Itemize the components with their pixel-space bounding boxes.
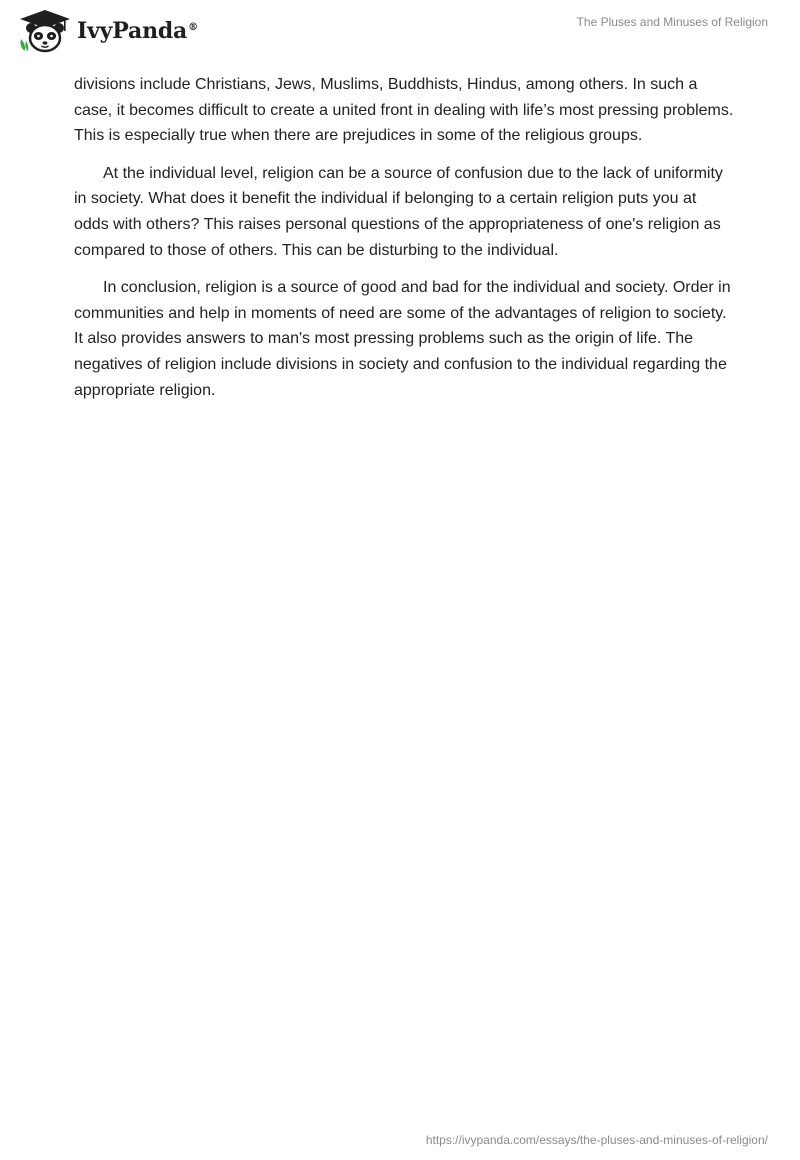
ivypanda-logo[interactable] <box>16 8 198 54</box>
document-title: The Pluses and Minuses of Religion <box>576 15 768 29</box>
essay-body <box>74 72 734 415</box>
page-header <box>0 0 800 70</box>
brand-name: IvyPanda® <box>77 18 198 44</box>
source-url[interactable]: https://ivypanda.com/essays/the-pluses-and-minuses-of-religion/ <box>425 1133 768 1147</box>
paragraph: In conclusion, religion is a source of good and bad for the individual and society. Order in communities and help in moments of need are some of the advantages of religion to society. It also provides answers to man's most pressing problems such as the origin of life. The negatives of religion include divisions in society and confusion to the individual regarding the appropriate religion. <box>74 279 731 399</box>
panda-graduation-cap-logo-icon <box>16 8 74 54</box>
paragraph: At the individual level, religion can be a source of confusion due to the lack of uniformity in society. What does it benefit the individual if belonging to a certain religion puts you at odds with others? This raises personal questions of the appropriateness of one's religion as compared to those of others. This can be disturbing to the individual. <box>74 164 723 259</box>
registered-mark: ® <box>188 21 198 33</box>
paragraph: divisions include Christians, Jews, Muslims, Buddhists, Hindus, among others. In such a case, it becomes difficult to create a united front in dealing with life’s most pressing problems. This is especially true when there are prejudices in some of the religious groups. <box>74 76 734 145</box>
